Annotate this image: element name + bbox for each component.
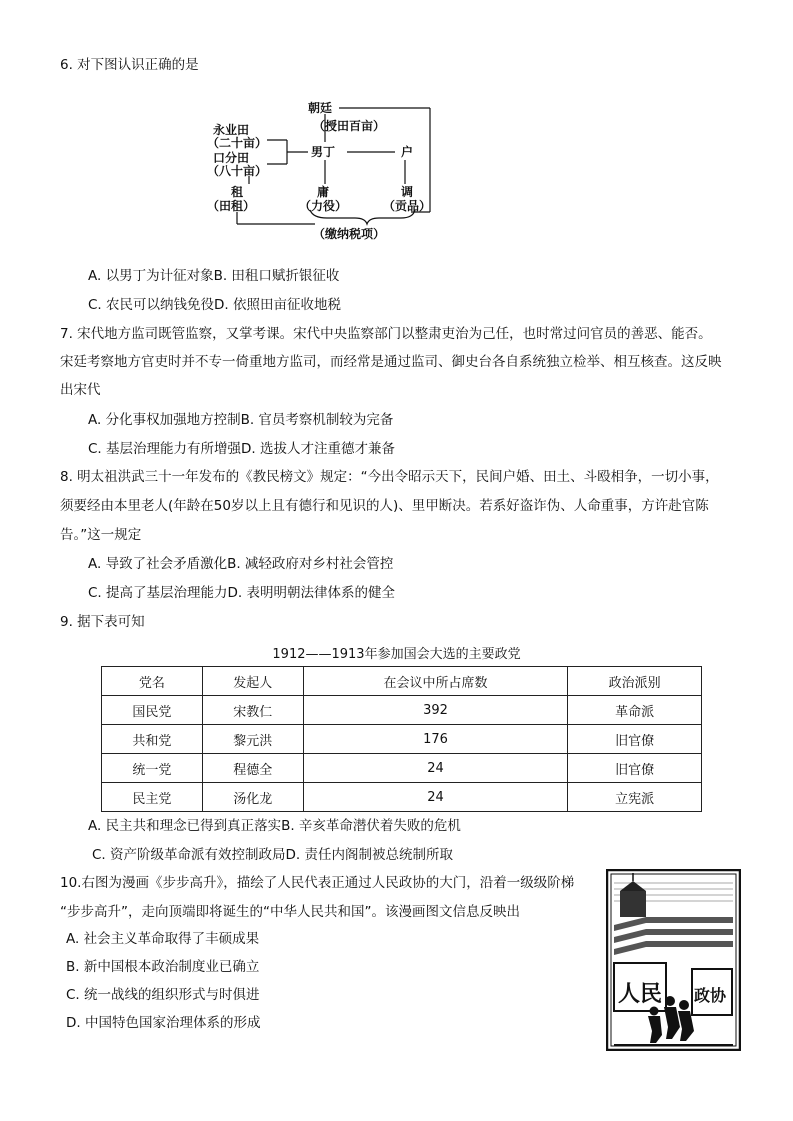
cell-faction: 立宪派 xyxy=(568,783,702,812)
diagram-zu: 租 xyxy=(231,185,244,199)
q10-stem-line-2: “步步高升”，走向顶端即将诞生的“中华人民共和国”。该漫画图文信息反映出 xyxy=(60,904,520,920)
q9-option-cd: C. 资产阶级革命派有效控制政局D. 责任内阁制被总统制所取 xyxy=(92,847,453,863)
table-row xyxy=(102,783,702,812)
cell-faction: 革命派 xyxy=(568,696,702,725)
cell-founder: 黎元洪 xyxy=(202,725,303,754)
diagram-yong-sub: （力役） xyxy=(299,199,348,213)
q10-option-c: C. 统一战线的组织形式与时俱进 xyxy=(66,987,260,1003)
diagram-yong: 庸 xyxy=(317,185,330,199)
header-founder: 发起人 xyxy=(202,667,303,696)
q7-stem-line-3: 出宋代 xyxy=(60,382,101,398)
diagram-zu-sub: （田租） xyxy=(207,199,256,213)
cell-party: 统一党 xyxy=(102,754,203,783)
q8-stem-line-3: 告。”这一规定 xyxy=(60,527,142,543)
cell-party: 民主党 xyxy=(102,783,203,812)
diagram-koufen-field: 口分田 xyxy=(213,151,250,165)
header-faction: 政治派别 xyxy=(568,667,702,696)
header-seats: 在会议中所占席数 xyxy=(303,667,568,696)
table-row xyxy=(102,696,702,725)
q8-option-ab: A. 导致了社会矛盾激化B. 减轻政府对乡村社会管控 xyxy=(88,556,394,572)
tax-system-diagram xyxy=(205,100,445,240)
cell-seats: 24 xyxy=(303,783,568,812)
diagram-tax-items: （缴纳税项） xyxy=(313,227,386,240)
header-party: 党名 xyxy=(102,667,203,696)
q10-stem-line-1: 10.右图为漫画《步步高升》，描绘了人民代表正通过人民政协的大门，沿着一级级阶梯 xyxy=(60,875,575,891)
table-row xyxy=(102,725,702,754)
cell-faction: 旧官僚 xyxy=(568,725,702,754)
q6-stem: 6. 对下图认识正确的是 xyxy=(60,57,199,73)
q8-option-cd: C. 提高了基层治理能力D. 表明明朝法律体系的健全 xyxy=(88,585,395,601)
table-row xyxy=(102,754,702,783)
diagram-household: 户 xyxy=(401,145,414,159)
cell-faction: 旧官僚 xyxy=(568,754,702,783)
table-header-row xyxy=(102,667,702,696)
q8-stem-line-1: 8. 明太祖洪武三十一年发布的《教民榜文》规定：“今出令昭示天下，民间户婚、田土、斗殴相争，一切小事， xyxy=(60,469,719,485)
cell-seats: 176 xyxy=(303,725,568,754)
q6-option-ab: A. 以男丁为计征对象B. 田租口赋折银征收 xyxy=(88,268,340,284)
table-title: 1912——1913年参加国会大选的主要政党 xyxy=(272,647,521,662)
q10-option-b: B. 新中国根本政治制度业已确立 xyxy=(66,959,260,975)
diagram-grant: （授田百亩） xyxy=(313,119,386,133)
cell-party: 共和党 xyxy=(102,725,203,754)
parties-table xyxy=(101,666,702,812)
cartoon-right-text: 政协 xyxy=(694,986,727,1005)
q10-option-d: D. 中国特色国家治理体系的形成 xyxy=(66,1015,261,1031)
q9-option-ab: A. 民主共和理念已得到真正落实B. 辛亥革命潜伏着失败的危机 xyxy=(88,818,461,834)
q6-option-cd: C. 农民可以纳钱免役D. 依照田亩征收地税 xyxy=(88,297,341,313)
diagram-diao-sub: （贡品） xyxy=(383,199,432,213)
diagram-yongye-sub: （二十亩） xyxy=(207,136,268,150)
cell-seats: 392 xyxy=(303,696,568,725)
cell-founder: 汤化龙 xyxy=(202,783,303,812)
diagram-diao: 调 xyxy=(401,185,414,199)
q9-stem: 9. 据下表可知 xyxy=(60,614,145,630)
q7-option-cd: C. 基层治理能力有所增强D. 选拔人才注重德才兼备 xyxy=(88,441,395,457)
cell-party: 国民党 xyxy=(102,696,203,725)
cell-seats: 24 xyxy=(303,754,568,783)
cartoon-left-text: 人民 xyxy=(618,982,663,1007)
cell-founder: 宋教仁 xyxy=(202,696,303,725)
diagram-male: 男丁 xyxy=(311,145,336,159)
cell-founder: 程德全 xyxy=(202,754,303,783)
q7-option-ab: A. 分化事权加强地方控制B. 官员考察机制较为完备 xyxy=(88,412,394,428)
q7-stem-line-1: 7. 宋代地方监司既管监察，又掌考课。宋代中央监察部门以整肃吏治为己任，也时常过问官员的善恶、能否。 xyxy=(60,326,712,342)
cartoon-image xyxy=(606,869,741,1051)
diagram-yongye-field: 永业田 xyxy=(213,123,250,137)
diagram-koufen-sub: （八十亩） xyxy=(207,164,268,178)
q10-option-a: A. 社会主义革命取得了丰硕成果 xyxy=(66,931,260,947)
diagram-court: 朝廷 xyxy=(308,101,333,115)
q7-stem-line-2: 宋廷考察地方官吏时并不专一倚重地方监司，而经常是通过监司、御史台各自系统独立检举、相互核查。这反映 xyxy=(60,354,722,370)
q8-stem-line-2: 须要经由本里老人(年龄在50岁以上且有德行和见识的人)、里甲断决。若系好盗诈伪、人命重事，方许赴官陈 xyxy=(60,498,709,514)
